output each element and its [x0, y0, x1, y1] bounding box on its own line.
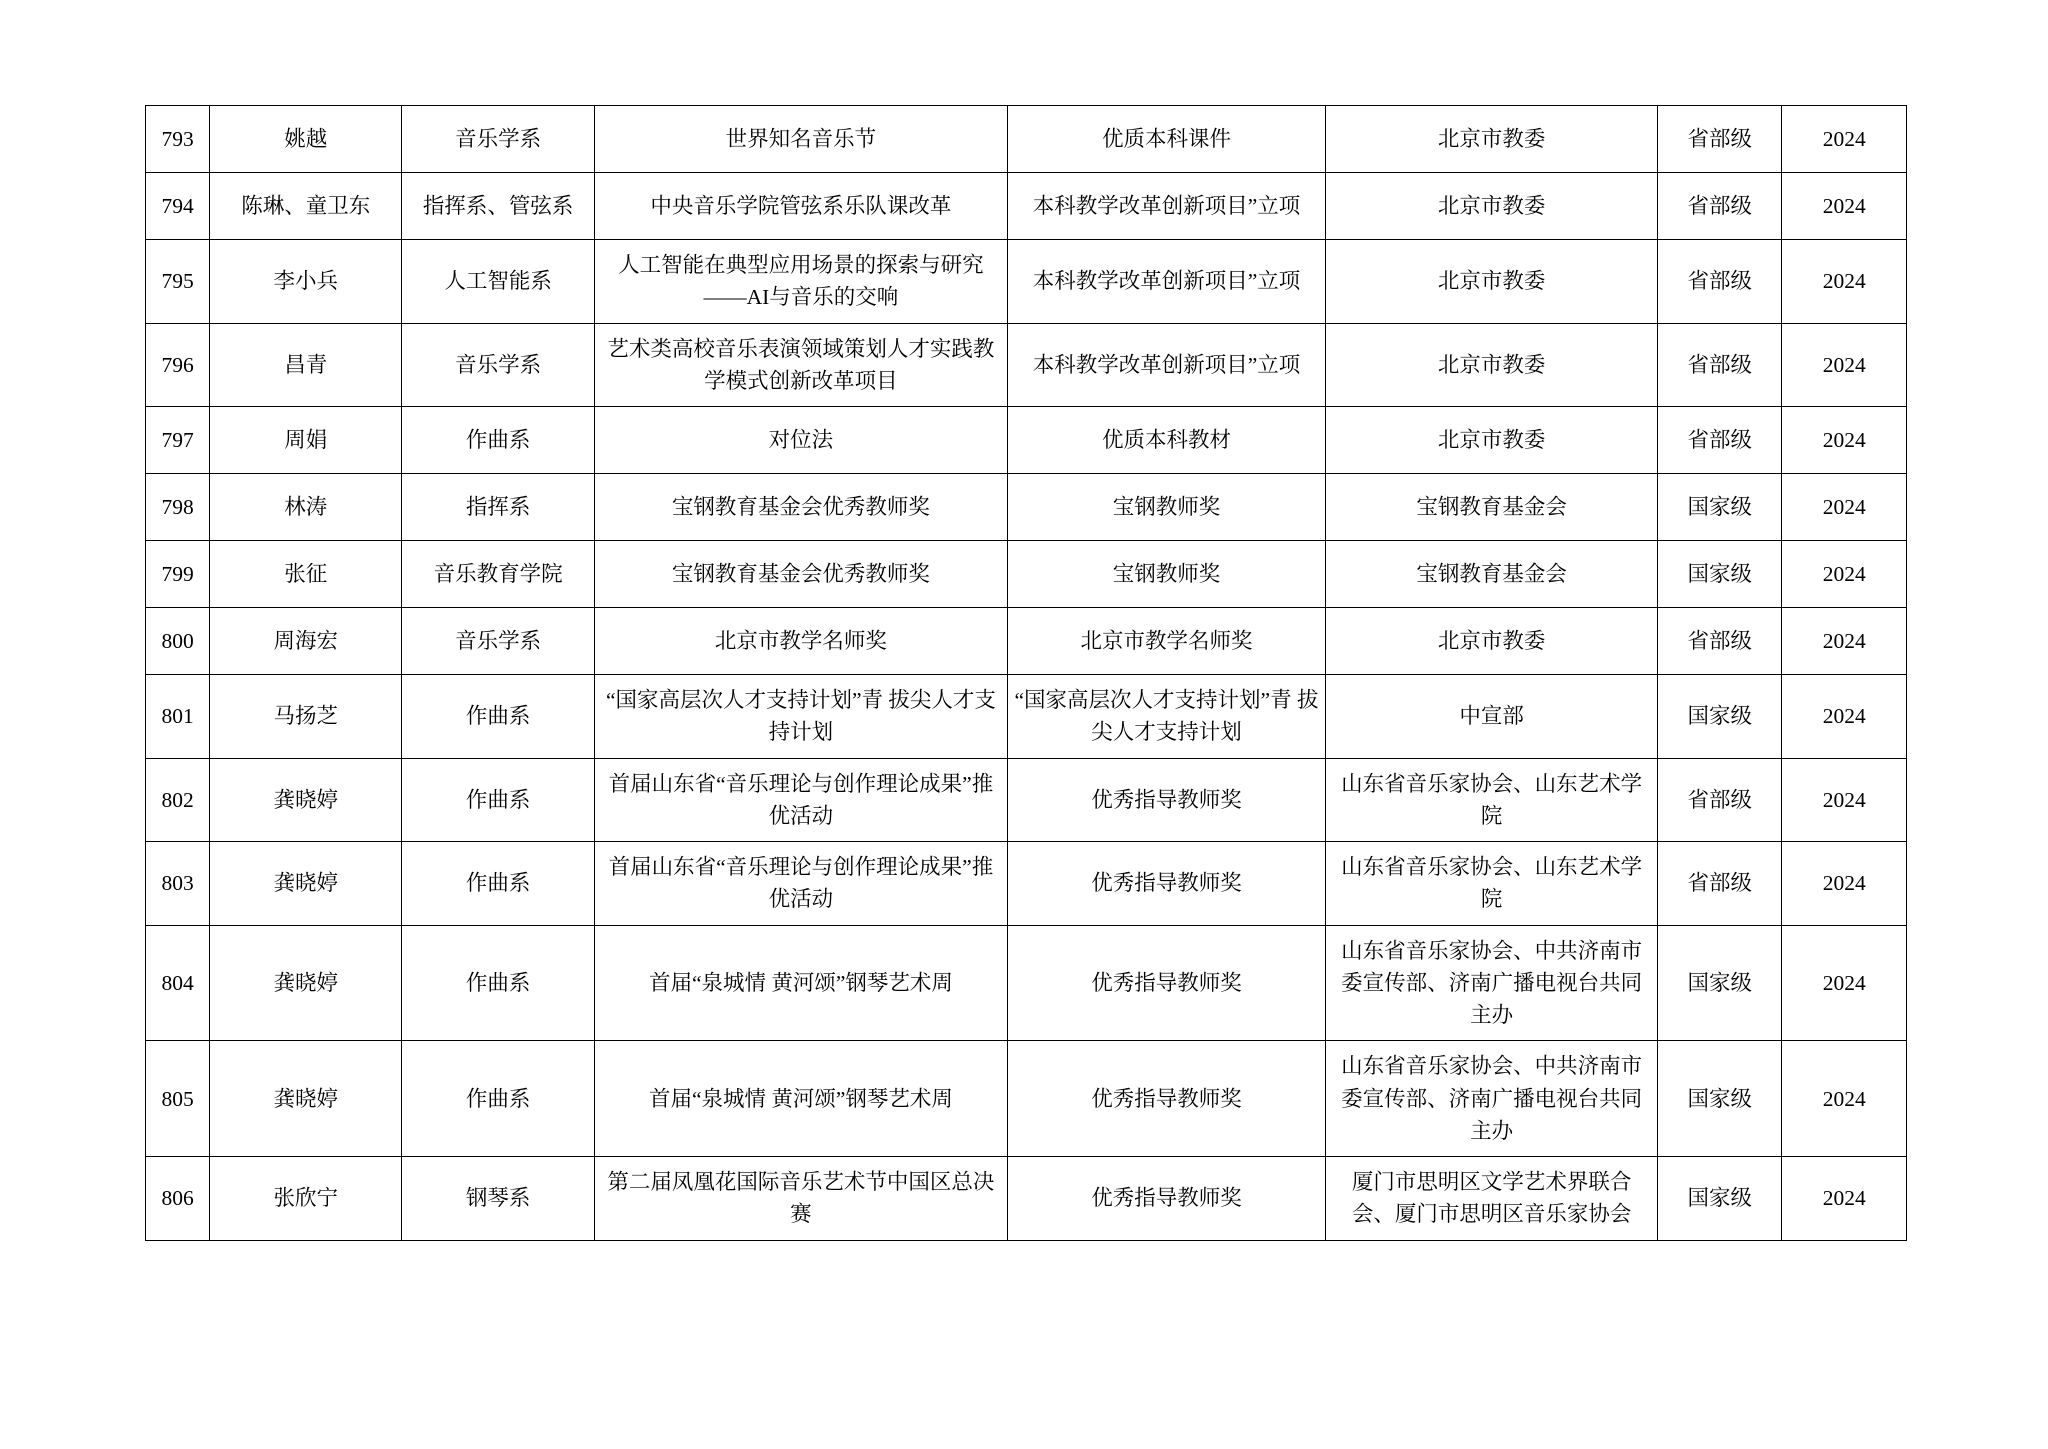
- table-row: [146, 925, 1907, 1041]
- table-row: [146, 608, 1907, 675]
- cell-year: 2024: [1782, 407, 1907, 474]
- cell-title: “国家高层次人才支持计划”青 拔尖人才支持计划: [595, 675, 1008, 759]
- cell-year: 2024: [1782, 474, 1907, 541]
- cell-level: 国家级: [1658, 925, 1782, 1041]
- cell-award: 优秀指导教师奖: [1007, 1041, 1325, 1157]
- cell-level: 国家级: [1658, 1157, 1782, 1241]
- cell-org: 北京市教委: [1326, 173, 1658, 240]
- table-row: [146, 240, 1907, 324]
- cell-title: 首届山东省“音乐理论与创作理论成果”推优活动: [595, 758, 1008, 842]
- cell-dept: 钢琴系: [402, 1157, 595, 1241]
- cell-award: 优秀指导教师奖: [1007, 758, 1325, 842]
- table-row: [146, 1041, 1907, 1157]
- cell-award: 本科教学改革创新项目”立项: [1007, 323, 1325, 407]
- cell-level: 省部级: [1658, 407, 1782, 474]
- cell-no: 799: [146, 541, 210, 608]
- cell-level: 国家级: [1658, 1041, 1782, 1157]
- cell-title: 世界知名音乐节: [595, 106, 1008, 173]
- cell-org: 北京市教委: [1326, 106, 1658, 173]
- cell-no: 803: [146, 842, 210, 926]
- cell-title: 首届山东省“音乐理论与创作理论成果”推优活动: [595, 842, 1008, 926]
- cell-level: 省部级: [1658, 758, 1782, 842]
- cell-year: 2024: [1782, 173, 1907, 240]
- cell-dept: 作曲系: [402, 758, 595, 842]
- cell-name: 张欣宁: [210, 1157, 402, 1241]
- cell-year: 2024: [1782, 758, 1907, 842]
- cell-org: 山东省音乐家协会、山东艺术学院: [1326, 842, 1658, 926]
- cell-dept: 音乐学系: [402, 106, 595, 173]
- cell-dept: 人工智能系: [402, 240, 595, 324]
- cell-no: 798: [146, 474, 210, 541]
- cell-title: 首届“泉城情 黄河颂”钢琴艺术周: [595, 1041, 1008, 1157]
- cell-no: 793: [146, 106, 210, 173]
- cell-dept: 作曲系: [402, 675, 595, 759]
- table-row: [146, 842, 1907, 926]
- cell-level: 国家级: [1658, 675, 1782, 759]
- cell-org: 山东省音乐家协会、中共济南市委宣传部、济南广播电视台共同主办: [1326, 1041, 1658, 1157]
- cell-title: 北京市教学名师奖: [595, 608, 1008, 675]
- cell-dept: 指挥系、管弦系: [402, 173, 595, 240]
- cell-org: 北京市教委: [1326, 323, 1658, 407]
- cell-title: 宝钢教育基金会优秀教师奖: [595, 474, 1008, 541]
- cell-award: 优质本科课件: [1007, 106, 1325, 173]
- cell-org: 北京市教委: [1326, 407, 1658, 474]
- cell-level: 省部级: [1658, 173, 1782, 240]
- cell-name: 龚晓婷: [210, 758, 402, 842]
- cell-title: 艺术类高校音乐表演领域策划人才实践教学模式创新改革项目: [595, 323, 1008, 407]
- cell-award: 宝钢教师奖: [1007, 541, 1325, 608]
- cell-no: 806: [146, 1157, 210, 1241]
- cell-no: 797: [146, 407, 210, 474]
- cell-title: 人工智能在典型应用场景的探索与研究——AI与音乐的交响: [595, 240, 1008, 324]
- cell-title: 中央音乐学院管弦系乐队课改革: [595, 173, 1008, 240]
- cell-name: 龚晓婷: [210, 1041, 402, 1157]
- cell-org: 北京市教委: [1326, 608, 1658, 675]
- cell-dept: 作曲系: [402, 1041, 595, 1157]
- cell-name: 陈琳、童卫东: [210, 173, 402, 240]
- table-row: [146, 106, 1907, 173]
- cell-no: 802: [146, 758, 210, 842]
- cell-name: 马扬芝: [210, 675, 402, 759]
- cell-dept: 指挥系: [402, 474, 595, 541]
- table-row: [146, 675, 1907, 759]
- cell-name: 昌青: [210, 323, 402, 407]
- cell-name: 张征: [210, 541, 402, 608]
- cell-no: 804: [146, 925, 210, 1041]
- cell-year: 2024: [1782, 1157, 1907, 1241]
- cell-org: 中宣部: [1326, 675, 1658, 759]
- cell-level: 省部级: [1658, 106, 1782, 173]
- cell-org: 宝钢教育基金会: [1326, 474, 1658, 541]
- cell-title: 对位法: [595, 407, 1008, 474]
- cell-award: 优秀指导教师奖: [1007, 1157, 1325, 1241]
- cell-level: 国家级: [1658, 541, 1782, 608]
- cell-level: 省部级: [1658, 323, 1782, 407]
- cell-no: 805: [146, 1041, 210, 1157]
- cell-dept: 作曲系: [402, 842, 595, 926]
- cell-name: 龚晓婷: [210, 925, 402, 1041]
- table-row: [146, 474, 1907, 541]
- cell-title: 第二届凤凰花国际音乐艺术节中国区总决赛: [595, 1157, 1008, 1241]
- cell-level: 省部级: [1658, 842, 1782, 926]
- cell-title: 宝钢教育基金会优秀教师奖: [595, 541, 1008, 608]
- cell-year: 2024: [1782, 842, 1907, 926]
- cell-title: 首届“泉城情 黄河颂”钢琴艺术周: [595, 925, 1008, 1041]
- cell-award: 优秀指导教师奖: [1007, 842, 1325, 926]
- cell-year: 2024: [1782, 106, 1907, 173]
- cell-org: 宝钢教育基金会: [1326, 541, 1658, 608]
- cell-org: 山东省音乐家协会、中共济南市委宣传部、济南广播电视台共同主办: [1326, 925, 1658, 1041]
- cell-award: 本科教学改革创新项目”立项: [1007, 240, 1325, 324]
- cell-year: 2024: [1782, 925, 1907, 1041]
- cell-org: 厦门市思明区文学艺术界联合会、厦门市思明区音乐家协会: [1326, 1157, 1658, 1241]
- cell-year: 2024: [1782, 323, 1907, 407]
- award-records-table: [145, 105, 1907, 1241]
- cell-level: 省部级: [1658, 608, 1782, 675]
- cell-level: 国家级: [1658, 474, 1782, 541]
- cell-org: 北京市教委: [1326, 240, 1658, 324]
- cell-no: 800: [146, 608, 210, 675]
- cell-no: 801: [146, 675, 210, 759]
- cell-dept: 作曲系: [402, 925, 595, 1041]
- cell-name: 周海宏: [210, 608, 402, 675]
- table-row: [146, 323, 1907, 407]
- table-row: [146, 541, 1907, 608]
- cell-year: 2024: [1782, 608, 1907, 675]
- cell-no: 795: [146, 240, 210, 324]
- table-row: [146, 173, 1907, 240]
- cell-name: 李小兵: [210, 240, 402, 324]
- cell-level: 省部级: [1658, 240, 1782, 324]
- cell-no: 796: [146, 323, 210, 407]
- cell-no: 794: [146, 173, 210, 240]
- cell-dept: 音乐教育学院: [402, 541, 595, 608]
- cell-award: 优质本科教材: [1007, 407, 1325, 474]
- cell-award: 北京市教学名师奖: [1007, 608, 1325, 675]
- table-row: [146, 758, 1907, 842]
- cell-award: 优秀指导教师奖: [1007, 925, 1325, 1041]
- cell-name: 周娟: [210, 407, 402, 474]
- cell-year: 2024: [1782, 675, 1907, 759]
- cell-year: 2024: [1782, 240, 1907, 324]
- cell-award: “国家高层次人才支持计划”青 拔尖人才支持计划: [1007, 675, 1325, 759]
- table-body: [146, 106, 1907, 1241]
- table-row: [146, 407, 1907, 474]
- cell-dept: 音乐学系: [402, 608, 595, 675]
- cell-year: 2024: [1782, 541, 1907, 608]
- table-row: [146, 1157, 1907, 1241]
- cell-name: 林涛: [210, 474, 402, 541]
- cell-year: 2024: [1782, 1041, 1907, 1157]
- cell-dept: 作曲系: [402, 407, 595, 474]
- cell-name: 姚越: [210, 106, 402, 173]
- cell-award: 本科教学改革创新项目”立项: [1007, 173, 1325, 240]
- cell-org: 山东省音乐家协会、山东艺术学院: [1326, 758, 1658, 842]
- cell-dept: 音乐学系: [402, 323, 595, 407]
- cell-award: 宝钢教师奖: [1007, 474, 1325, 541]
- cell-name: 龚晓婷: [210, 842, 402, 926]
